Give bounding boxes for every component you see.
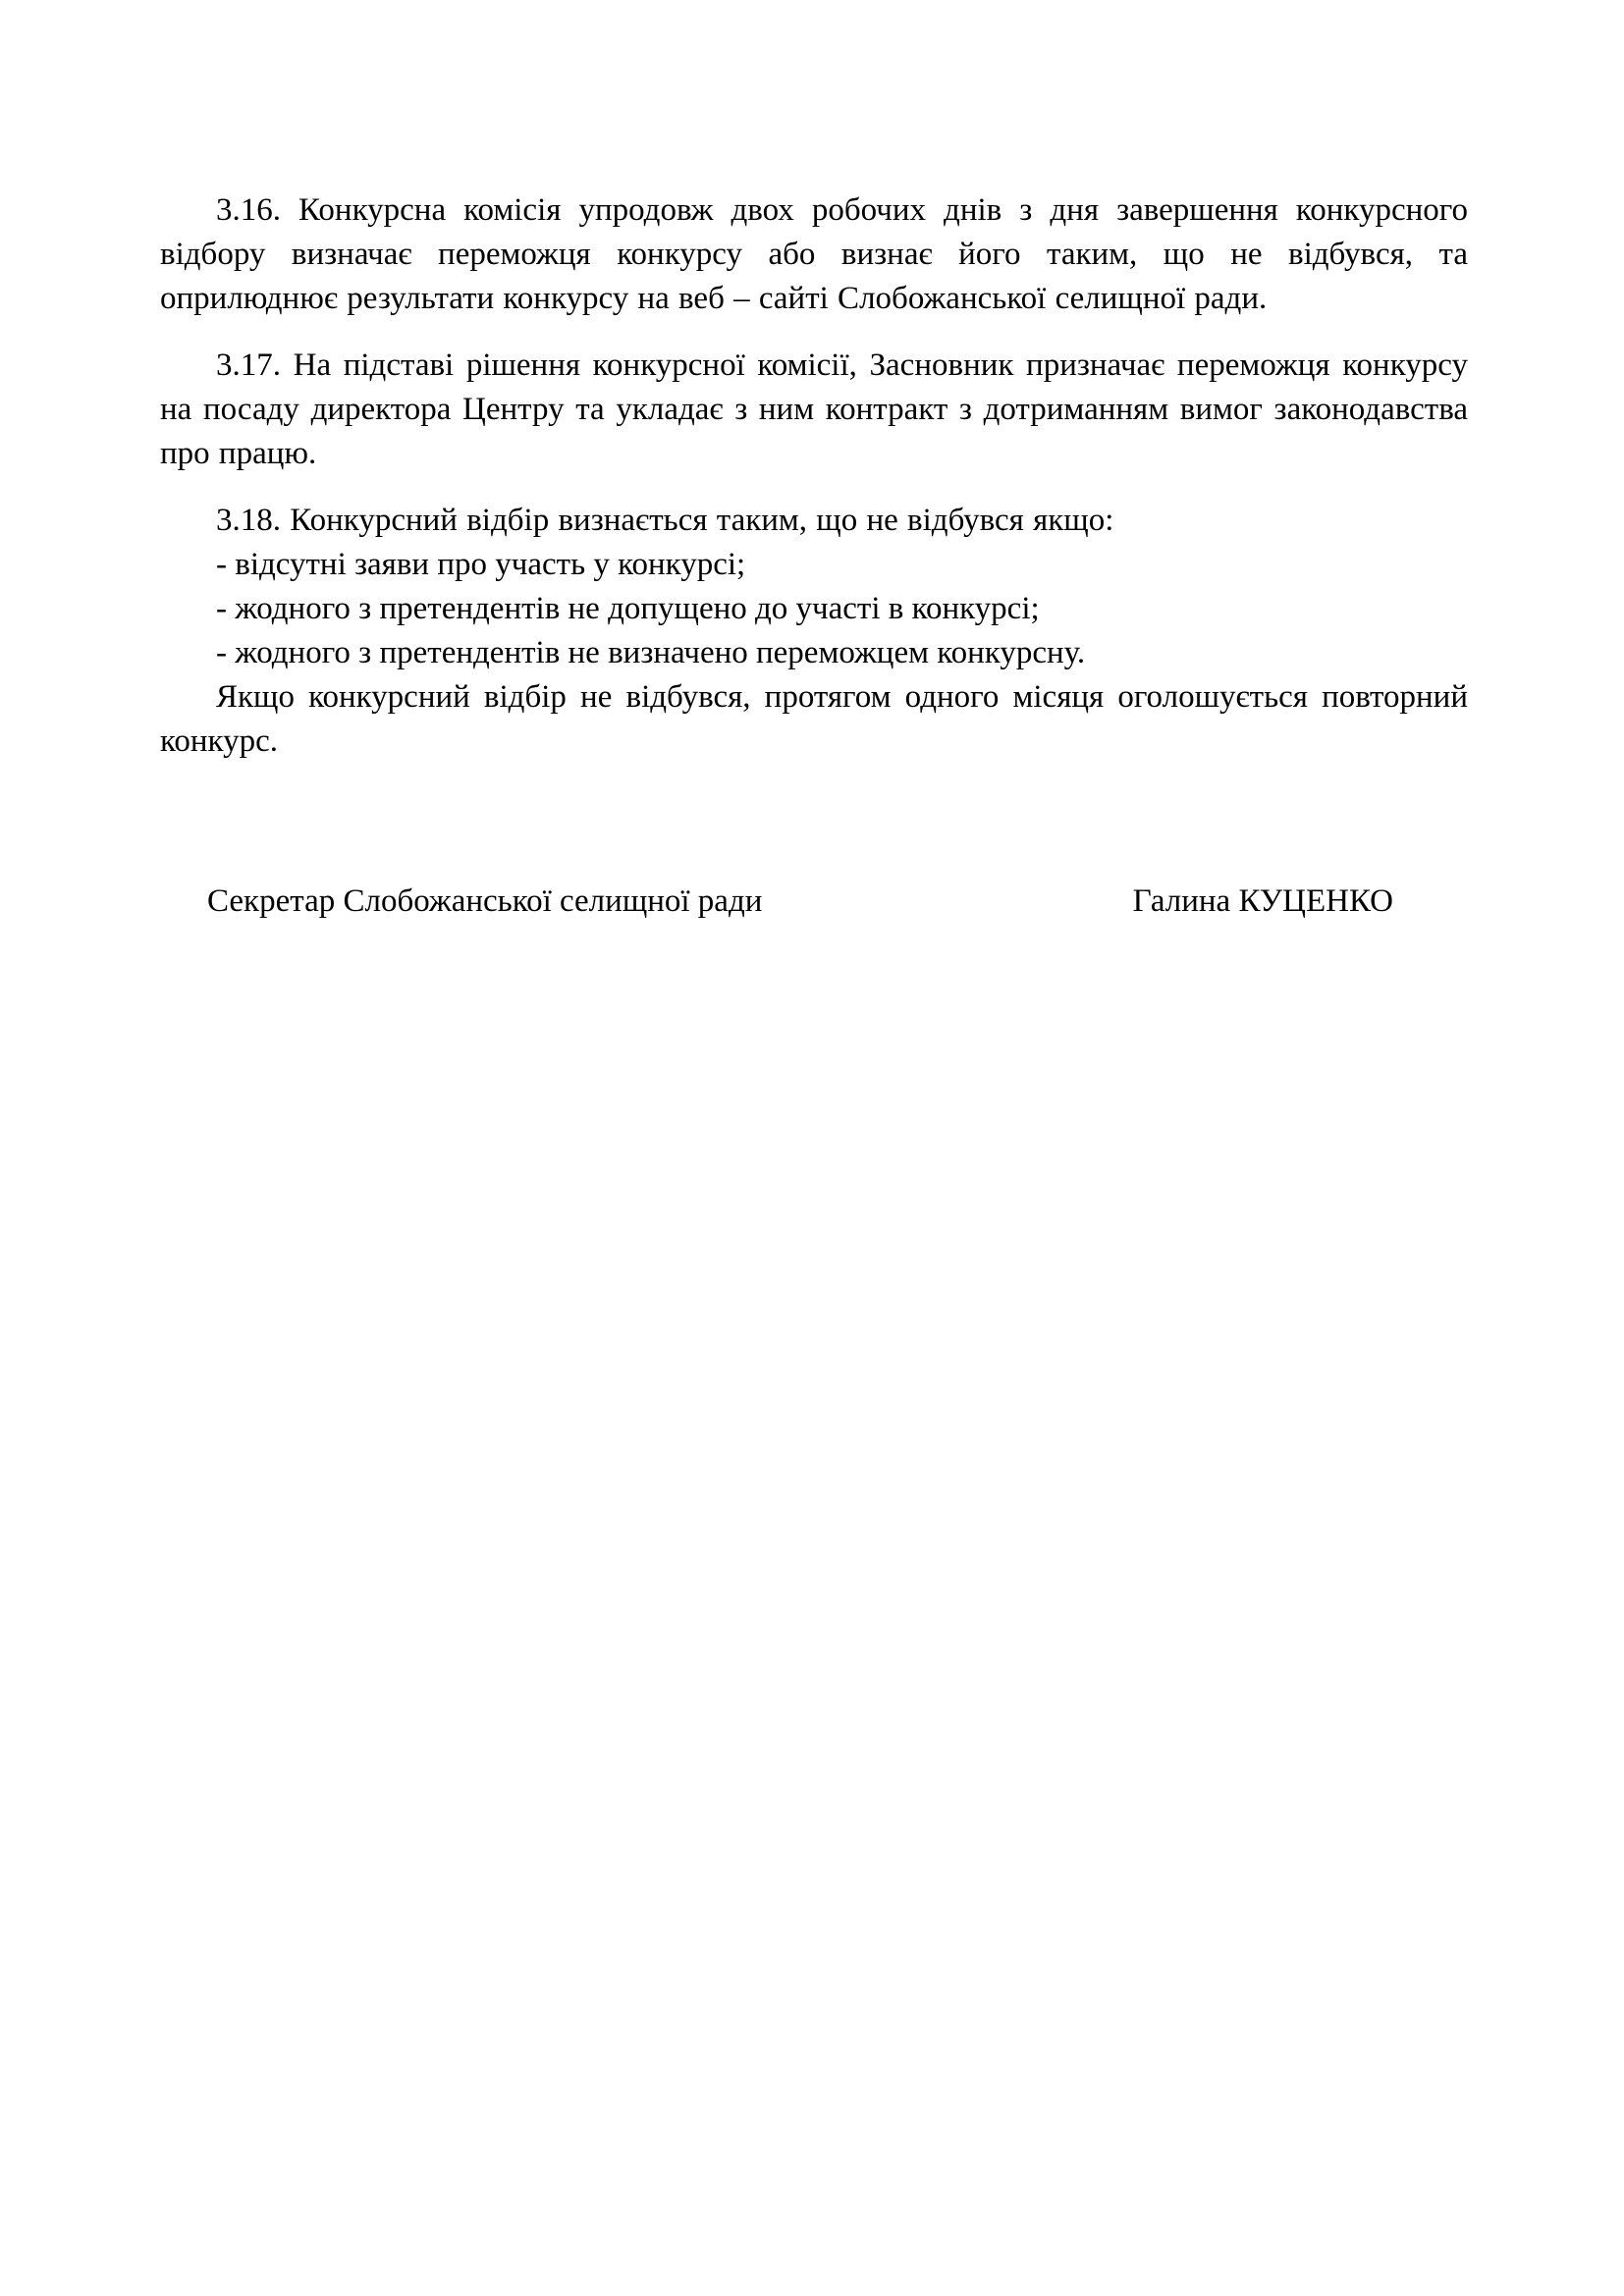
paragraph-3-16: 3.16. Конкурсна комісія упродовж двох робочих днів з дня завершення конкурсного відбору визначає переможця конкурсу або визнає його таким, що не відбувся, та оприлюднює результати конкурсу на веб – сайті Слобожанської селищної ради.: [160, 192, 1468, 316]
paragraph-3-18-intro: 3.18. Конкурсний відбір визнається таким, що не відбувся якщо:: [216, 503, 1114, 538]
paragraph-3-18-item-3: - жодного з претендентів не визначено переможцем конкурсну.: [216, 635, 1086, 670]
paragraph-3-18-item-2: - жодного з претендентів не допущено до участі в конкурсі;: [216, 591, 1040, 626]
paragraph-3-18-closing: Якщо конкурсний відбір не відбувся, протягом одного місяця оголошується повторний конкурс.: [160, 679, 1468, 759]
paragraph-3-18-item-1: - відсутні заяви про участь у конкурсі;: [216, 547, 746, 582]
signature-role: Секретар Слобожанської селищної ради: [207, 883, 763, 919]
signature-row: [160, 880, 1468, 924]
paragraph-3-17: 3.17. На підставі рішення конкурсної комісії, Засновник призначає переможця конкурсу на посаду директора Центру та укладає з ним контракт з дотриманням вимог законодавства про працю.: [160, 347, 1468, 471]
document-body: [160, 188, 1468, 924]
signature-name: Галина КУЦЕНКО: [1132, 883, 1393, 919]
